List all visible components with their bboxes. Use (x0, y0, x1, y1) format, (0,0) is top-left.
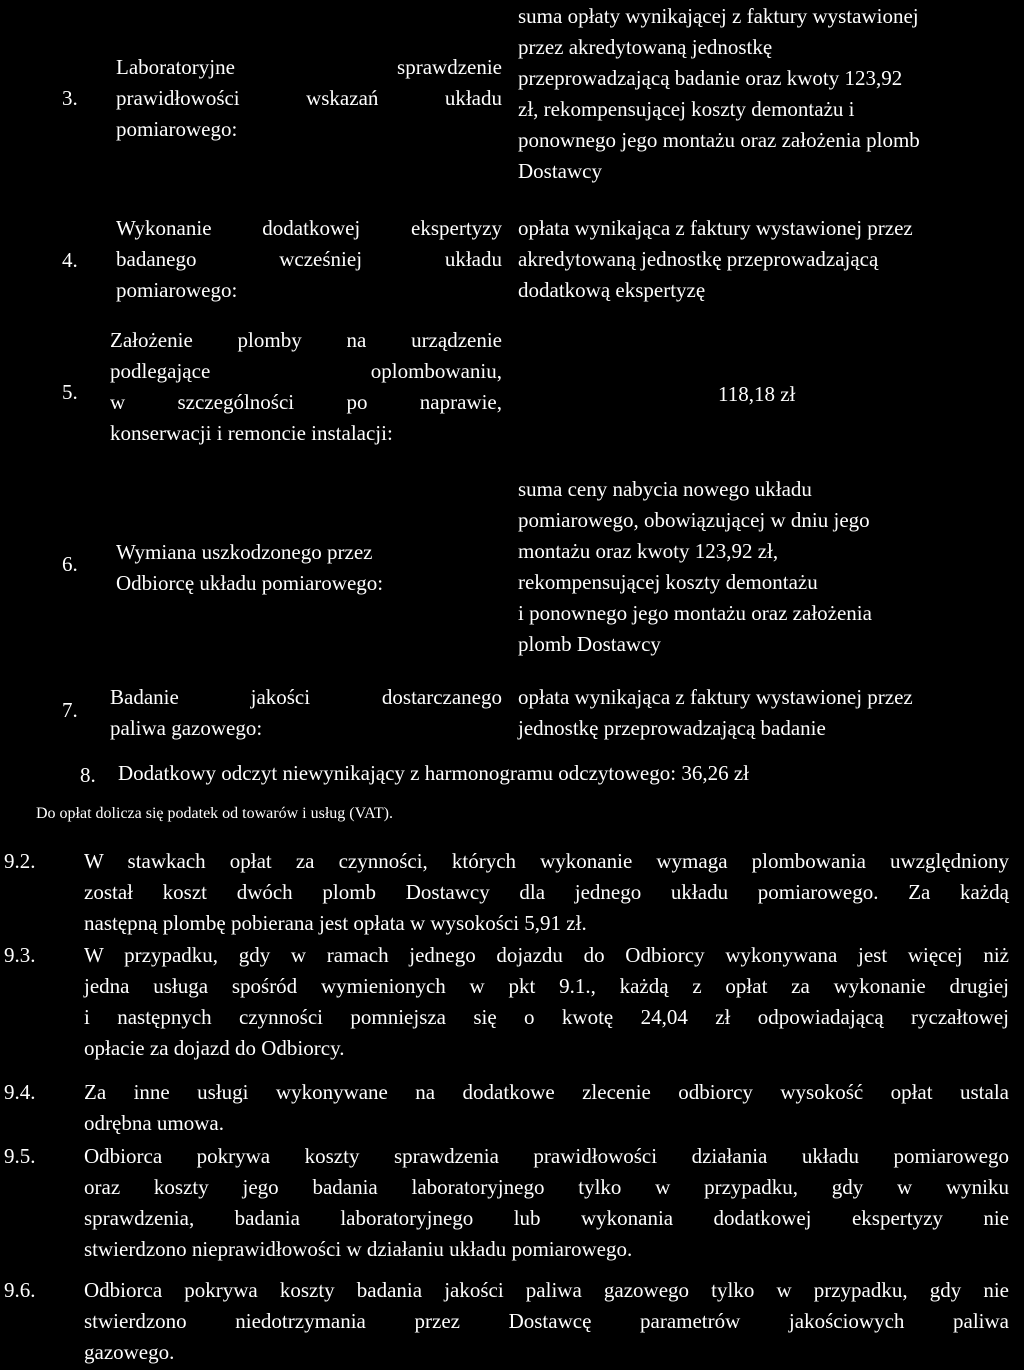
paragraph-line: W przypadku, gdy w ramach jednego dojazdu do Odbiorcy wykonywana jest więcej niż (84, 943, 1009, 967)
paragraph-line: opłacie za dojazd do Odbiorcy. (84, 1036, 345, 1060)
service-name-line: Odbiorcę układu pomiarowego: (116, 571, 384, 595)
service-name (116, 52, 502, 145)
service-name-line: prawidłowości wskazań układu (116, 86, 502, 110)
row-number: 8. (80, 763, 96, 787)
service-fee (518, 474, 1018, 660)
service-name-line: paliwa gazowego: (110, 716, 263, 740)
row-number: 6. (62, 552, 78, 576)
fee-line: montażu oraz kwoty 123,92 zł, (518, 539, 779, 563)
service-name-line: Badanie jakości dostarczanego (110, 685, 502, 709)
service-fee (518, 682, 1018, 744)
fee-line: jednostkę przeprowadzającą badanie (518, 716, 826, 740)
service-fee (518, 213, 1018, 306)
paragraph-number: 9.2. (4, 849, 36, 873)
fee-line: rekompensującej koszty demontażu (518, 570, 818, 594)
fee-line: suma ceny nabycia nowego układu (518, 477, 812, 501)
paragraph-text (84, 940, 1009, 1064)
fee-line: 118,18 zł (718, 382, 796, 406)
paragraph-line: i następnych czynności pomniejsza się o kwotę 24,04 zł odpowiadającą ryczałtowej (84, 1005, 1009, 1029)
paragraph-line: stwierdzono nieprawidłowości w działaniu układu pomiarowego. (84, 1237, 633, 1261)
paragraph-line: jedna usługa spośród wymienionych w pkt 9.1., każdą z opłat za wykonanie drugiej (84, 974, 1009, 998)
row8-text: Dodatkowy odczyt niewynikający z harmonogramu odczytowego: 36,26 zł (118, 761, 749, 785)
service-name-line: badanego wcześniej układu (116, 247, 502, 271)
fee-line: Dostawcy (518, 159, 602, 183)
service-name-line: Laboratoryjne sprawdzenie (116, 55, 502, 79)
paragraph-line: gazowego. (84, 1340, 175, 1364)
row-number: 4. (62, 248, 78, 272)
fee-line: ponownego jego montażu oraz założenia plomb (518, 128, 920, 152)
fee-line: i ponownego jego montażu oraz założenia (518, 601, 872, 625)
paragraph-line: odrębna umowa. (84, 1111, 224, 1135)
paragraph-line: następną plombę pobierana jest opłata w wysokości 5,91 zł. (84, 911, 587, 935)
row-number: 3. (62, 86, 78, 110)
fee-line: przeprowadzającą badanie oraz kwoty 123,92 (518, 66, 903, 90)
service-name-line: pomiarowego: (116, 278, 238, 302)
fee-line: opłata wynikająca z faktury wystawionej przez (518, 685, 913, 709)
paragraph-text (84, 846, 1009, 939)
service-name-line: w szczególności po naprawie, (110, 390, 502, 414)
paragraph-line: W stawkach opłat za czynności, których wykonanie wymaga plombowania uwzględniony (84, 849, 1009, 873)
paragraph-line: Odbiorca pokrywa koszty badania jakości paliwa gazowego tylko w przypadku, gdy nie (84, 1278, 1009, 1302)
service-name-line: Wykonanie dodatkowej ekspertyzy (116, 216, 502, 240)
fee-line: pomiarowego, obowiązującej w dniu jego (518, 508, 870, 532)
paragraph-number: 9.4. (4, 1080, 36, 1104)
service-name (110, 325, 502, 449)
fee-line: plomb Dostawcy (518, 632, 661, 656)
vat-note: Do opłat dolicza się podatek od towarów i usług (VAT). (36, 805, 393, 822)
paragraph-number: 9.3. (4, 943, 36, 967)
service-name-line: Założenie plomby na urządzenie (110, 328, 502, 352)
service-name (116, 213, 502, 306)
paragraph-text (84, 1077, 1009, 1139)
paragraph-number: 9.6. (4, 1278, 36, 1302)
service-name-line: Wymiana uszkodzonego przez (116, 540, 373, 564)
row-number: 7. (62, 698, 78, 722)
service-fee (518, 1, 1018, 187)
service-fee (718, 379, 795, 410)
fee-line: suma opłaty wynikającej z faktury wystawionej (518, 4, 919, 28)
paragraph-line: stwierdzono niedotrzymania przez Dostawcę parametrów jakościowych paliwa (84, 1309, 1009, 1333)
paragraph-text (84, 1275, 1009, 1368)
service-name-line: podlegające oplombowaniu, (110, 359, 502, 383)
paragraph-line: sprawdzenia, badania laboratoryjnego lub wykonania dodatkowej ekspertyzy nie (84, 1206, 1009, 1230)
fee-line: opłata wynikająca z faktury wystawionej przez (518, 216, 913, 240)
paragraph-line: został koszt dwóch plomb Dostawcy dla jednego układu pomiarowego. Za każdą (84, 880, 1009, 904)
fee-line: zł, rekompensującej koszty demontażu i (518, 97, 855, 121)
paragraph-number: 9.5. (4, 1144, 36, 1168)
service-name-line: pomiarowego: (116, 117, 238, 141)
fee-line: przez akredytowaną jednostkę (518, 35, 773, 59)
service-name (116, 537, 502, 599)
service-name-line: konserwacji i remoncie instalacji: (110, 421, 393, 445)
fee-line: dodatkową ekspertyzę (518, 278, 706, 302)
paragraph-line: oraz koszty jego badania laboratoryjnego tylko w przypadku, gdy w wyniku (84, 1175, 1009, 1199)
paragraph-text (84, 1141, 1009, 1265)
row-number: 5. (62, 380, 78, 404)
service-name (110, 682, 502, 744)
fee-line: akredytowaną jednostkę przeprowadzającą (518, 247, 879, 271)
paragraph-line: Odbiorca pokrywa koszty sprawdzenia prawidłowości działania układu pomiarowego (84, 1144, 1009, 1168)
paragraph-line: Za inne usługi wykonywane na dodatkowe zlecenie odbiorcy wysokość opłat ustala (84, 1080, 1009, 1104)
